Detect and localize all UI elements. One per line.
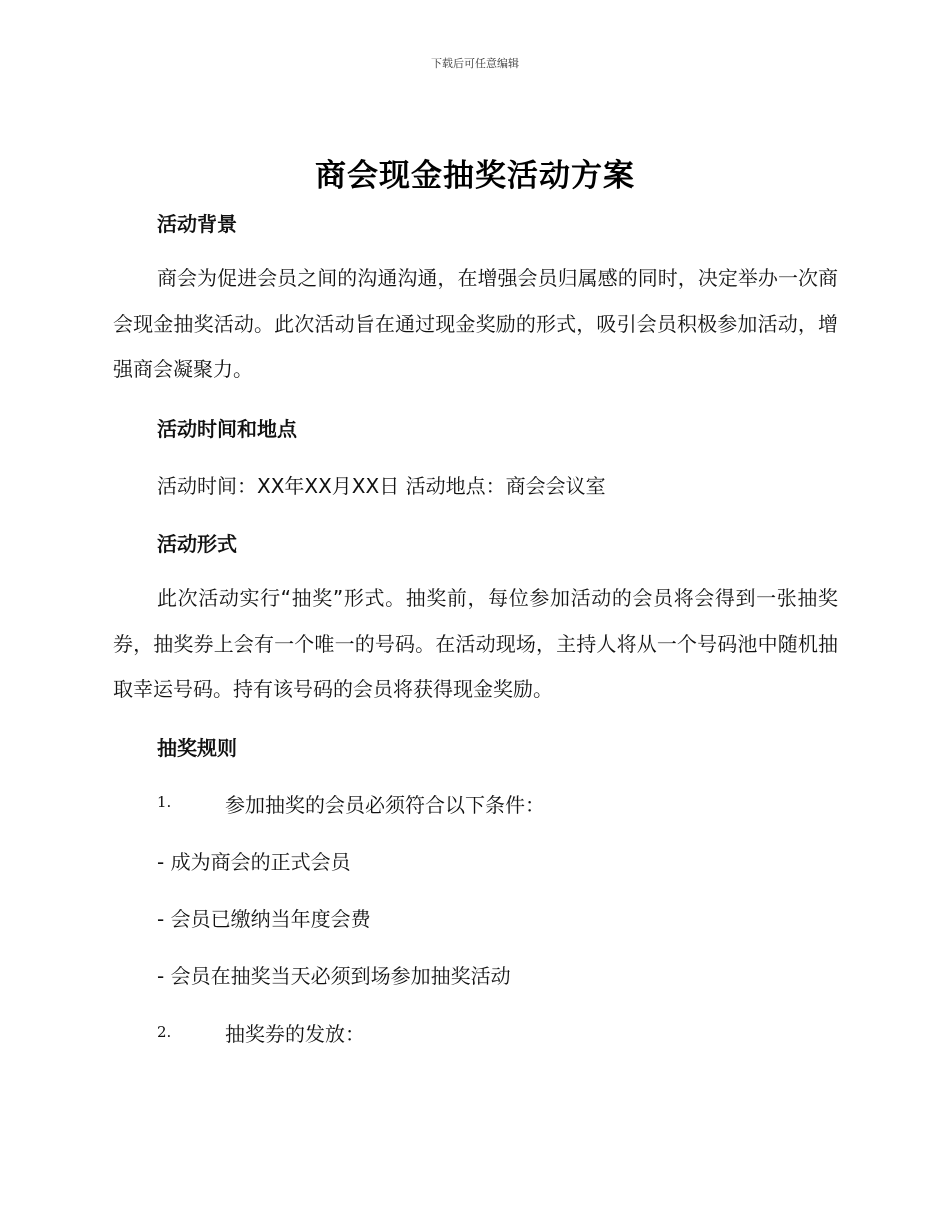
document-title: 商会现金抽奖活动方案 (315, 158, 635, 194)
heading-background: 活动背景 (157, 212, 237, 236)
rule-1-text: 参加抽奖的会员必须符合以下条件： (225, 793, 545, 817)
rule-2-text: 抽奖券的发放： (225, 1022, 365, 1046)
time-place-line: 活动时间：XX年XX月XX日 活动地点：商会会议室 (157, 474, 606, 498)
heading-format: 活动形式 (157, 532, 237, 556)
condition-item: - 会员已缴纳当年度会费 (157, 907, 371, 931)
rule-1-number: 1. (157, 793, 172, 811)
paragraph-format: 此次活动实行“抽奖”形式。抽奖前，每位参加活动的会员将会得到一张抽奖券，抽奖券上会有一个唯一的号码。在活动现场，主持人将从一个号码池中随机抽取幸运号码。持有该号码的会员将获得现金奖励。 (113, 586, 838, 701)
heading-time-place: 活动时间和地点 (157, 417, 297, 441)
header-note: 下载后可任意编辑 (431, 57, 519, 70)
heading-rules: 抽奖规则 (157, 736, 237, 760)
condition-item: - 成为商会的正式会员 (157, 850, 351, 874)
condition-item: - 会员在抽奖当天必须到场参加抽奖活动 (157, 964, 511, 988)
paragraph-background: 商会为促进会员之间的沟通沟通，在增强会员归属感的同时，决定举办一次商会现金抽奖活动。此次活动旨在通过现金奖励的形式，吸引会员积极参加活动，增强商会凝聚力。 (113, 266, 838, 381)
rule-2-number: 2. (157, 1023, 172, 1041)
